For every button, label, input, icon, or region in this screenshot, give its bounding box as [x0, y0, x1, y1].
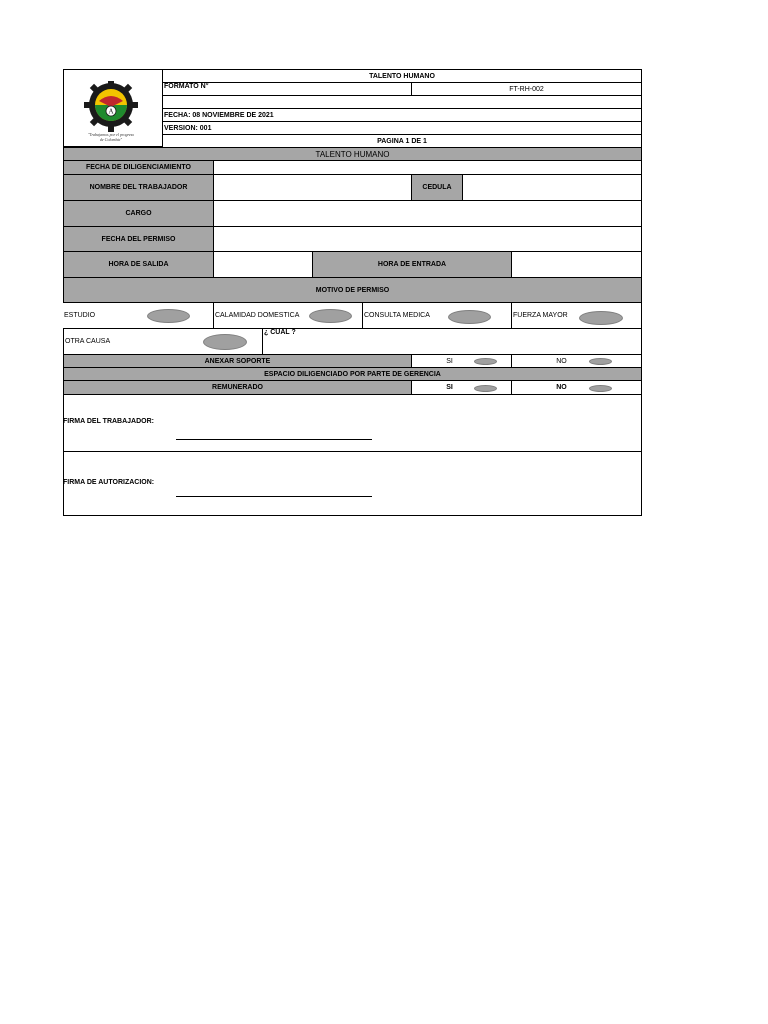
cual-label: ¿ CUAL ?: [264, 329, 296, 336]
hora-entrada-field[interactable]: [511, 251, 642, 278]
nombre-trabajador-label: NOMBRE DEL TRABAJADOR: [63, 174, 214, 201]
soporte-no-radio[interactable]: [589, 358, 612, 365]
option-estudio[interactable]: [63, 302, 214, 329]
hora-salida-label: HORA DE SALIDA: [63, 251, 214, 278]
format-code: FT-RH-002: [411, 82, 642, 96]
remunerado-no-radio[interactable]: [589, 385, 612, 392]
remunerado-si-radio[interactable]: [474, 385, 497, 392]
fecha-diligenciamiento-label: FECHA DE DILIGENCIAMIENTO: [63, 160, 214, 175]
header-blank-row: [162, 95, 642, 109]
pagina-label: PAGINA 1 DE 1: [162, 134, 642, 148]
hora-entrada-label: HORA DE ENTRADA: [312, 251, 512, 278]
fecha-diligenciamiento-field[interactable]: [213, 160, 642, 175]
cargo-label: CARGO: [63, 200, 214, 227]
remunerado-si-label: SI: [446, 384, 453, 391]
svg-text:de Colombia": de Colombia": [99, 137, 123, 142]
firma-autorizacion-line: [176, 496, 372, 497]
soporte-si-radio[interactable]: [474, 358, 497, 365]
calamidad-radio[interactable]: [309, 309, 352, 323]
remunerado-no-label: NO: [556, 384, 567, 391]
estudio-radio[interactable]: [147, 309, 190, 323]
motivo-title: MOTIVO DE PERMISO: [63, 277, 642, 303]
firma-autorizacion-label: FIRMA DE AUTORIZACION:: [63, 479, 155, 486]
fuerza-mayor-radio[interactable]: [579, 311, 623, 325]
permission-form: [63, 69, 642, 516]
firma-trabajador-line: [176, 439, 372, 440]
soporte-si-label: SI: [446, 357, 453, 365]
section-title: TALENTO HUMANO: [63, 147, 642, 161]
version-label: VERSION: 001: [162, 121, 642, 135]
soporte-no-label: NO: [556, 357, 567, 365]
fecha-permiso-label: FECHA DEL PERMISO: [63, 226, 214, 252]
cedula-label: CEDULA: [411, 174, 463, 201]
nombre-trabajador-field[interactable]: [213, 174, 412, 201]
cedula-field[interactable]: [462, 174, 642, 201]
cargo-field[interactable]: [213, 200, 642, 227]
header-dept-title: TALENTO HUMANO: [162, 69, 642, 83]
svg-text:"Trabajamos por el progreso: "Trabajamos por el progreso: [87, 132, 135, 137]
hora-salida-field[interactable]: [213, 251, 313, 278]
option-consulta-label: CONSULTA MEDICA: [364, 312, 430, 319]
otra-causa-label: OTRA CAUSA: [65, 338, 111, 345]
svg-text:A: A: [108, 107, 114, 116]
option-estudio-label: ESTUDIO: [64, 312, 96, 319]
company-logo: [77, 81, 157, 145]
remunerado-label: REMUNERADO: [63, 380, 412, 395]
anexar-soporte-label: ANEXAR SOPORTE: [63, 354, 412, 368]
soporte-no-cell[interactable]: [511, 354, 642, 368]
consulta-radio[interactable]: [448, 310, 491, 324]
option-fuerza-mayor-label: FUERZA MAYOR: [513, 312, 568, 319]
gerencia-title: ESPACIO DILIGENCIADO POR PARTE DE GERENCIA: [63, 367, 642, 381]
cual-field[interactable]: [262, 328, 642, 355]
otra-causa-radio[interactable]: [203, 334, 247, 350]
option-calamidad-label: CALAMIDAD DOMESTICA: [215, 312, 300, 319]
firma-trabajador-label: FIRMA DEL TRABAJADOR:: [63, 418, 154, 425]
fecha-permiso-field[interactable]: [213, 226, 642, 252]
remunerado-no-cell[interactable]: [511, 380, 642, 395]
fecha-label: FECHA: 08 NOVIEMBRE DE 2021: [162, 108, 642, 122]
formato-label: FORMATO N°: [162, 82, 412, 96]
